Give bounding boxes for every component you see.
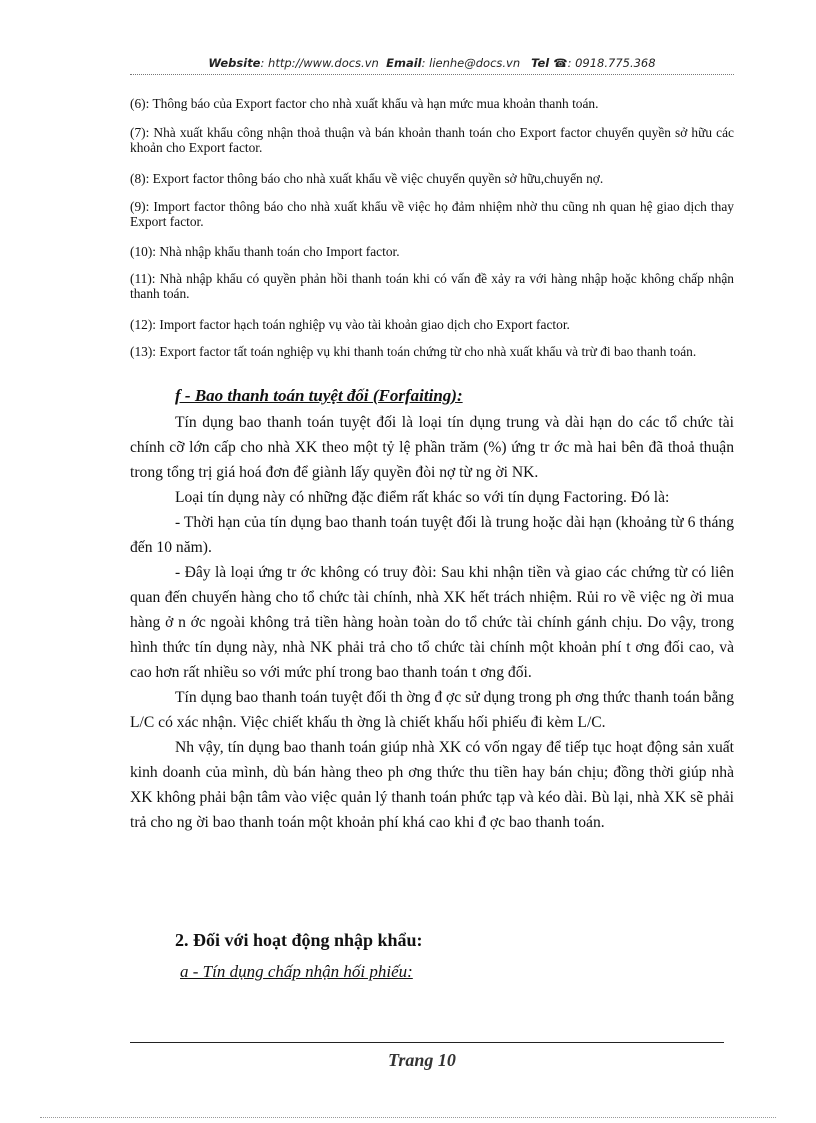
website-label: Website — [208, 56, 261, 70]
tel-label: Tel ☎ — [531, 56, 568, 70]
email-label: Email — [386, 56, 422, 70]
forfaiting-body — [130, 410, 734, 835]
paragraph: Loại tín dụng này có những đặc điểm rất khác so với tín dụng Factoring. Đó là: — [175, 489, 670, 506]
paragraph: Tín dụng bao thanh toán tuyệt đối th ờng đ ợc sử dụng trong ph ơng thức thanh toán bằng L/C có xác nhận. Việc chiết khấu th ờng là chiết khấu hối phiếu đi kèm L/C. — [130, 689, 734, 731]
paragraph: Tín dụng bao thanh toán tuyệt đối là loại tín dụng trung và dài hạn do các tổ chức tài chính cỡ lớn cấp cho nhà XK theo một tỷ lệ phần trăm (%) ứng tr ớc mà hai bên đã thoả thuận trong tổng trị giá hoá đơn để giành lấy quyền đòi nợ từ ng ời NK. — [130, 414, 734, 481]
footer-divider — [130, 1042, 724, 1043]
step-8: (8): Export factor thông báo cho nhà xuất khẩu về việc chuyển quyền sở hữu,chuyển nợ. — [130, 171, 604, 186]
paragraph: - Thời hạn của tín dụng bao thanh toán tuyệt đối là trung hoặc dài hạn (khoảng từ 6 tháng đến 10 năm). — [130, 514, 734, 556]
subsection-heading-acceptance: a - Tín dụng chấp nhận hối phiếu: — [180, 962, 413, 981]
section-heading-import: 2. Đối với hoạt động nhập khẩu: — [175, 930, 423, 950]
step-12: (12): Import factor hạch toán nghiệp vụ vào tài khoản giao dịch cho Export factor. — [130, 317, 570, 332]
step-10: (10): Nhà nhập khẩu thanh toán cho Import factor. — [130, 244, 400, 259]
step-7: (7): Nhà xuất khẩu công nhận thoả thuận và bán khoản thanh toán cho Export factor chuyển quyền sở hữu các khoản cho Export factor. — [130, 125, 734, 155]
page-bottom-divider — [40, 1117, 776, 1118]
header-divider — [130, 74, 734, 75]
tel-value: : 0918.775.368 — [567, 56, 656, 70]
website-value: : http://www.docs.vn — [260, 56, 379, 70]
paragraph: Nh vậy, tín dụng bao thanh toán giúp nhà XK có vốn ngay để tiếp tục hoạt động sản xuất kinh doanh của mình, dù bán hàng theo ph ơng thức thu tiền hay bán chịu; đồng thời giúp nhà XK không phải bận tâm vào việc quản lý thanh toán phức tạp và kéo dài. Bù lại, nhà XK sẽ phải trả cho ng ời bao thanh toán một khoản phí khá cao khi đ ợc bao thanh toán. — [130, 739, 734, 831]
step-13: (13): Export factor tất toán nghiệp vụ khi thanh toán chứng từ cho nhà xuất khẩu và trừ đi bao thanh toán. — [130, 344, 697, 359]
email-value: : lienhe@docs.vn — [421, 56, 521, 70]
section-heading-forfaiting: f - Bao thanh toán tuyệt đối (Forfaiting): — [175, 386, 463, 405]
page-number: Trang 10 — [388, 1050, 456, 1070]
step-11: (11): Nhà nhập khẩu có quyền phản hồi thanh toán khi có vấn đề xảy ra với hàng nhập hoặc không chấp nhận thanh toán. — [130, 271, 734, 301]
step-6: (6): Thông báo của Export factor cho nhà xuất khẩu và hạn mức mua khoản thanh toán. — [130, 96, 599, 111]
paragraph: - Đây là loại ứng tr ớc không có truy đòi: Sau khi nhận tiền và giao các chứng từ có liên quan đến chuyến hàng cho tổ chức tài chính, nhà XK hết trách nhiệm. Rủi ro về việc ng ời mua hàng ở n ớc ngoài không trả tiền hàng hoàn toàn do tổ chức tài chính gánh chịu. Do vậy, trong hình thức tín dụng này, nhà NK phải trả cho tổ chức tài chính một khoản phí t ơng đối cao, và cao hơn rất nhiều so với mức phí trong bao thanh toán t ơng đối. — [130, 564, 734, 681]
page-header — [130, 56, 734, 70]
step-9: (9): Import factor thông báo cho nhà xuất khẩu về việc họ đảm nhiệm nhờ thu cũng nh quan hệ giao dịch thay Export factor. — [130, 199, 734, 229]
